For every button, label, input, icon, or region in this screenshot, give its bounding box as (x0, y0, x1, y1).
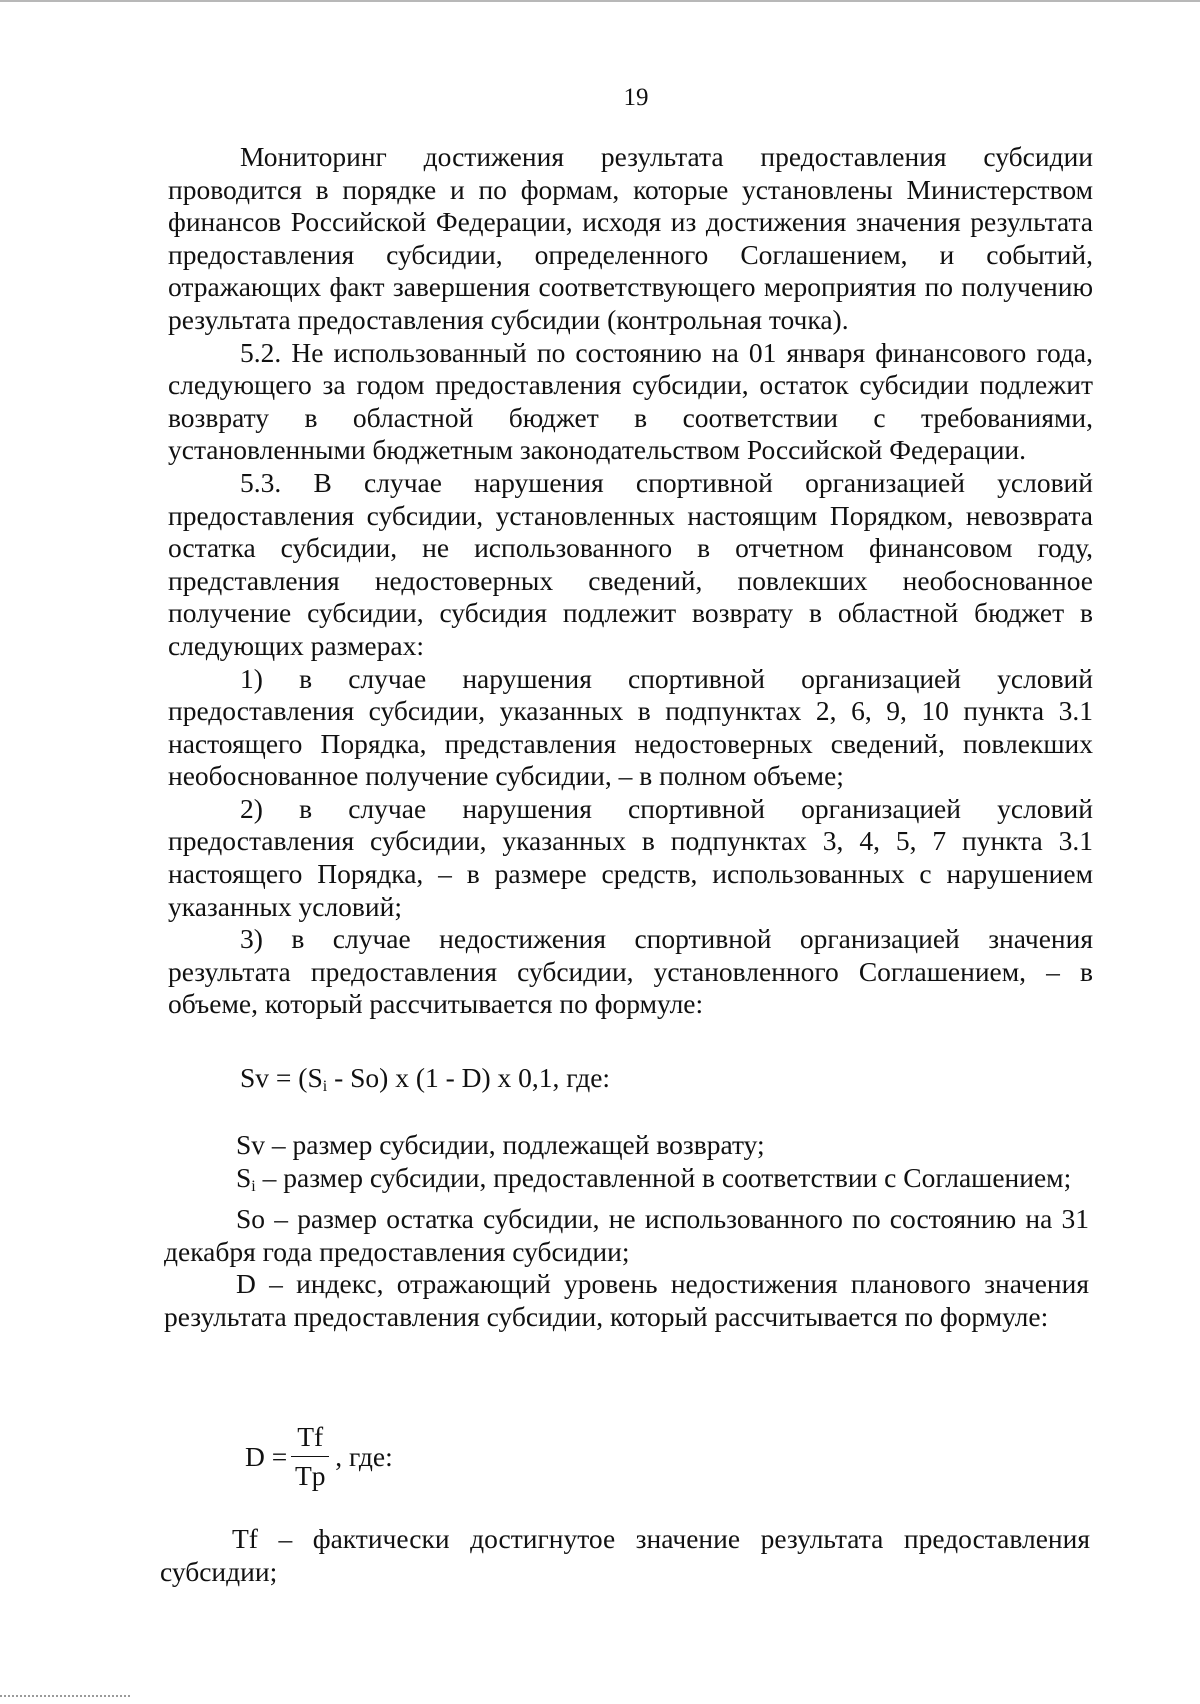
body-text (168, 141, 1093, 1021)
definition-si-symbol: S (236, 1161, 252, 1193)
definition-sv: Sv – размер субсидии, подлежащей возврату; (236, 1129, 765, 1160)
definition-tf: Tf – фактически достигнутое значение результата предоставления субсидии; (160, 1523, 1090, 1587)
scan-top-edge (0, 0, 1200, 2)
paragraph-item-2: 2) в случае нарушения спортивной организацией условий предоставления субсидии, указанных в подпунктах 3, 4, 5, 7 пункта 3.1 настоящего Порядка, – в размере средств, использованных с нарушением указанных условий; (168, 792, 1093, 922)
definition-si-subscript: i (251, 1177, 256, 1195)
paragraph-5-2: 5.2. Не использованный по состоянию на 01 января финансового года, следующего за годом предоставления субсидии, остаток субсидии подлежит возврату в областной бюджет в соответствии с требованиями, установленными бюджетным законодательством Российской Федерации. (168, 336, 1093, 466)
formula-d-suffix: , где: (335, 1440, 393, 1472)
formula-sv-rhs: - So) x (1 - D) x 0,1, где: (327, 1062, 611, 1093)
page-number: 19 (623, 84, 649, 111)
formula-sv (240, 1062, 610, 1096)
paragraph-monitoring: Мониторинг достижения результата предоставления субсидии проводится в порядке и по формам, которые установлены Министерством финансов Российской Федерации, исходя из достижения значения результата предоставления субсидии, определенного Соглашением, и событий, отражающих факт завершения соответствующего мероприятия по получению результата предоставления субсидии (контрольная точка). (168, 141, 1093, 335)
definition-d: D – индекс, отражающий уровень недостижения планового значения результата предоставления субсидии, который рассчитывается по формуле: (164, 1268, 1089, 1332)
definition-so: So – размер остатка субсидии, не использованного по состоянию на 31 декабря года предоставления субсидии; (164, 1203, 1089, 1267)
formula-d-denominator: Tp (294, 1460, 326, 1491)
paragraph-5-3: 5.3. В случае нарушения спортивной организацией условий предоставления субсидии, установленных настоящим Порядком, невозврата остатка субсидии, не использованного в отчетном финансовом году, представления недостоверных сведений, повлекших необоснованное получение субсидии, субсидия подлежит возврату в областной бюджет в следующих размерах: (168, 466, 1093, 661)
definition-si (164, 1162, 1089, 1204)
formula-d-lhs: D = (245, 1440, 288, 1472)
paragraph-item-3: 3) в случае недостижения спортивной организацией значения результата предоставления субсидии, установленного Соглашением, – в объеме, который рассчитывается по формуле: (168, 923, 1093, 1020)
scan-bottom-edge (0, 1695, 130, 1699)
formula-d (245, 1420, 393, 1493)
formula-sv-lhs: Sv = (S (240, 1062, 323, 1093)
formula-d-numerator: Tf (291, 1420, 329, 1457)
definition-si-text: – размер субсидии, предоставленной в соответствии с Соглашением; (255, 1161, 1072, 1193)
paragraph-item-1: 1) в случае нарушения спортивной организацией условий предоставления субсидии, указанных в подпунктах 2, 6, 9, 10 пункта 3.1 настоящего Порядка, представления недостоверных сведений, повлекших необоснованное получение субсидии, – в полном объеме; (168, 662, 1093, 792)
formula-sv-subscript: i (322, 1078, 328, 1095)
definitions (164, 1129, 1089, 1334)
tail-definitions (160, 1523, 1090, 1588)
formula-d-fraction (291, 1420, 329, 1493)
